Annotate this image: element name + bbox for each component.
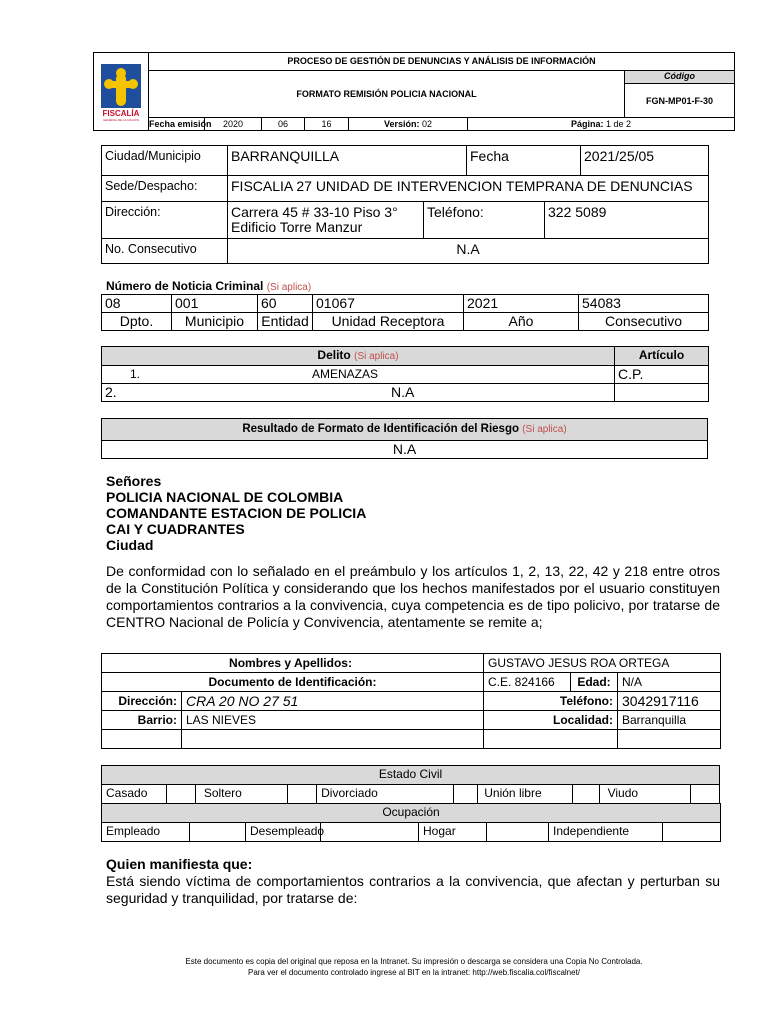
edad-value: N/A [618, 673, 721, 692]
riesgo-aplica: (Si aplica) [522, 424, 567, 435]
noticia-label: Unidad Receptora [313, 313, 464, 331]
ocupacion-option: Empleado [102, 823, 190, 842]
ocupacion-checkbox[interactable] [487, 823, 549, 842]
noticia-value: 2021 [464, 295, 579, 313]
noticia-label: Municipio [172, 313, 258, 331]
sede-label: Sede/Despacho: [102, 176, 228, 202]
empty-cell [618, 730, 721, 749]
delito-row-1 [102, 366, 615, 384]
estado-option: Viudo [599, 785, 691, 804]
persona-direccion-value: CRA 20 NO 27 51 [182, 692, 484, 711]
footer-line: Para ver el documento controlado ingrese al BIT en la intranet: http://web.fiscalia.col/fiscalnet/ [247, 968, 581, 977]
noticia-value: 01067 [313, 295, 464, 313]
empty-cell [102, 730, 182, 749]
pagina [468, 118, 735, 131]
ocupacion-option: Independiente [549, 823, 663, 842]
noticia-label: Año [464, 313, 579, 331]
page-footer [100, 956, 728, 978]
ocupacion-checkbox[interactable] [190, 823, 246, 842]
delito-header [102, 347, 615, 366]
riesgo-table [101, 418, 708, 459]
addressee-block [106, 473, 366, 553]
delito-row-value: N.A [391, 384, 415, 400]
fecha-label: Fecha [467, 146, 581, 176]
version-label: Versión: [383, 119, 420, 129]
nombres-label: Nombres y Apellidos: [102, 654, 484, 673]
fecha-emision-label: Fecha emisión [149, 119, 212, 129]
direccion-line1: Carrera 45 # 33-10 Piso 3° [231, 204, 398, 220]
delito-aplica: (Si aplica) [354, 351, 399, 362]
direccion-label: Dirección: [102, 202, 228, 239]
estado-checkbox[interactable] [167, 785, 196, 804]
empty-cell [182, 730, 484, 749]
noticia-value: 08 [102, 295, 172, 313]
delito-row-2 [102, 384, 615, 402]
estado-option: Divorciado [317, 785, 454, 804]
estado-option: Soltero [195, 785, 287, 804]
ciudad-label: Ciudad/Municipio [102, 146, 228, 176]
riesgo-header [102, 419, 708, 441]
estado-option: Casado [102, 785, 167, 804]
addressee-line: Ciudad [106, 537, 154, 553]
barrio-value: LAS NIEVES [182, 711, 484, 730]
noticia-label: Dpto. [102, 313, 172, 331]
ocupacion-checkbox[interactable] [321, 823, 419, 842]
noticia-value: 60 [258, 295, 313, 313]
addressee-line: CAI Y CUADRANTES [106, 521, 245, 537]
barrio-label: Barrio: [102, 711, 182, 730]
version [349, 118, 468, 131]
estado-checkbox[interactable] [573, 785, 600, 804]
estado-civil-header: Estado Civil [102, 766, 720, 785]
info-table [101, 145, 709, 264]
quien-title: Quien manifiesta que: [106, 856, 253, 872]
ocupacion-option: Desempleado [246, 823, 321, 842]
quien-text: Está siendo víctima de comportamientos contrarios a la convivencia, que afectan y perturban su seguridad y tranquilidad, por tratarse de: [106, 873, 720, 906]
noticia-table [101, 294, 709, 331]
consecutivo-label: No. Consecutivo [102, 239, 228, 264]
persona-telefono-label: Teléfono: [484, 692, 618, 711]
noticia-value: 54083 [579, 295, 709, 313]
pagina-value: 1 de 2 [606, 119, 632, 129]
logo-subtext: GENERAL DE LA NACIÓN [102, 118, 140, 122]
fecha-month: 06 [262, 118, 305, 131]
articulo-header: Artículo [615, 347, 709, 366]
codigo-value: FGN-MP01-F-30 [625, 84, 735, 118]
persona-telefono-value: 3042917116 [618, 692, 721, 711]
edad-label: Edad: [571, 673, 618, 692]
delito-row-num: 1. [130, 367, 141, 381]
ocupacion-checkbox[interactable] [663, 823, 721, 842]
estado-option: Unión libre [478, 785, 573, 804]
delito-table [101, 346, 709, 402]
persona-table [101, 653, 721, 749]
fecha-value: 2021/25/05 [581, 146, 709, 176]
ocupacion-table [101, 803, 721, 842]
fecha-year: 2020 [205, 118, 262, 131]
noticia-label: Entidad [258, 313, 313, 331]
noticia-aplica: (Si aplica) [266, 282, 312, 293]
logo-text: FISCALÍA [102, 109, 140, 118]
process-title: PROCESO DE GESTIÓN DE DENUNCIAS Y ANÁLISIS DE INFORMACIÓN [149, 53, 735, 71]
articulo-row-1: C.P. [615, 366, 709, 384]
telefono-label: Teléfono: [424, 202, 545, 239]
delito-header-text: Delito [317, 348, 351, 362]
ocupacion-option: Hogar [419, 823, 487, 842]
noticia-title [106, 279, 311, 293]
riesgo-value: N.A [102, 441, 708, 459]
pagina-label: Página: [570, 119, 604, 129]
addressee-line: Señores [106, 473, 162, 489]
direccion-value [228, 202, 424, 239]
addressee-line: POLICIA NACIONAL DE COLOMBIA [106, 489, 344, 505]
fiscalia-logo [94, 53, 149, 131]
documento-value: C.E. 824166 [484, 673, 571, 692]
riesgo-header-text: Resultado de Formato de Identificación del Riesgo [242, 423, 519, 435]
version-value: 02 [422, 119, 433, 129]
localidad-value: Barranquilla [618, 711, 721, 730]
nombres-value: GUSTAVO JESUS ROA ORTEGA [484, 654, 721, 673]
noticia-value: 001 [172, 295, 258, 313]
telefono-value: 322 5089 [545, 202, 709, 239]
consecutivo-value: N.A [228, 239, 709, 264]
empty-cell [484, 730, 618, 749]
estado-civil-table [101, 765, 720, 804]
estado-checkbox[interactable] [453, 785, 477, 804]
footer-line: Este documento es copia del original que reposa en la Intranet. Su impresión o descarga se considera una Copia No Controlada. [185, 957, 643, 966]
articulo-row-2 [615, 384, 709, 402]
body-paragraph: De conformidad con lo señalado en el preámbulo y los artículos 1, 2, 13, 22, 42 y 218 entre otros de la Constitución Política y considerando que los hechos manifestados por el usuario constituyen comportamientos contrarios a la convivencia, cuya competencia es de tipo policivo, por tratarse de CENTRO Nacional de Policía y Convivencia, atentamente se remite a; [106, 563, 720, 630]
persona-direccion-label: Dirección: [102, 692, 182, 711]
delito-row-num: 2. [105, 384, 117, 400]
estado-checkbox[interactable] [287, 785, 317, 804]
form-title: FORMATO REMISIÓN POLICIA NACIONAL [149, 71, 625, 118]
sede-value: FISCALIA 27 UNIDAD DE INTERVENCION TEMPRANA DE DENUNCIAS [228, 176, 709, 202]
codigo-label: Código [625, 71, 735, 84]
ocupacion-header: Ocupación [102, 804, 721, 823]
fecha-day: 16 [305, 118, 349, 131]
delito-row-value: AMENAZAS [311, 367, 378, 381]
documento-label: Documento de Identificación: [102, 673, 484, 692]
document-header [93, 52, 735, 131]
localidad-label: Localidad: [484, 711, 618, 730]
estado-checkbox[interactable] [691, 785, 720, 804]
ciudad-value: BARRANQUILLA [228, 146, 467, 176]
direccion-line2: Edificio Torre Manzur [231, 219, 363, 235]
addressee-line: COMANDANTE ESTACION DE POLICIA [106, 505, 367, 521]
noticia-title-text: Número de Noticia Criminal [106, 279, 264, 293]
noticia-label: Consecutivo [579, 313, 709, 331]
